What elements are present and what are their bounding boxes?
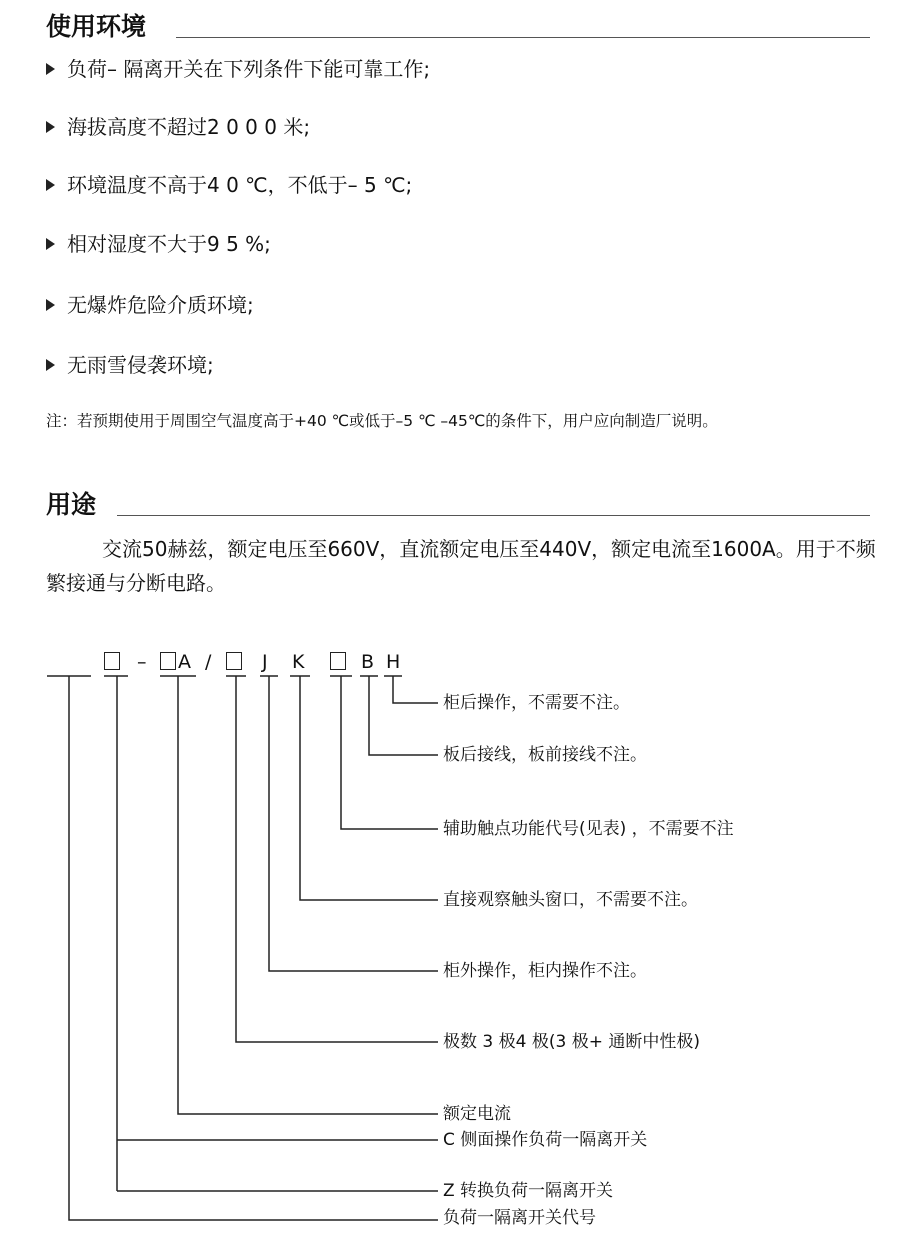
code-desc-h: 柜后操作，不需要不注。 <box>443 693 630 713</box>
code-desc-current: 额定电流 <box>443 1104 511 1124</box>
code-letter-a: A <box>178 651 191 673</box>
code-desc-k: 直接观察触头窗口，不需要不注。 <box>443 890 698 910</box>
condition-text: 无雨雪侵袭环境; <box>67 353 214 377</box>
condition-text: 无爆炸危险介质环境; <box>67 293 254 317</box>
condition-text: 相对湿度不大于9 5 %; <box>67 232 271 256</box>
code-letter-j: J <box>262 651 268 673</box>
code-letter-b: B <box>361 651 375 673</box>
condition-text: 海拔高度不超过2 0 0 0 米; <box>67 115 311 139</box>
code-letter-k: K <box>292 651 305 673</box>
code-placeholder-box <box>330 652 346 670</box>
condition-text: 环境温度不高于4 0 ℃，不低于– 5 ℃; <box>67 173 413 197</box>
code-dash: – <box>137 651 147 673</box>
code-slash: / <box>205 651 212 673</box>
code-desc-base: 负荷一隔离开关代号 <box>443 1208 596 1228</box>
usage-section-title: 用途 <box>46 490 97 519</box>
code-placeholder-box <box>226 652 242 670</box>
usage-paragraph: 交流50赫兹，额定电压至660V，直流额定电压至440V，额定电流至1600A。用于不频繁接通与分断电路。 <box>46 537 876 595</box>
code-desc-j: 柜外操作，柜内操作不注。 <box>443 961 647 981</box>
code-placeholder-box <box>104 652 120 670</box>
env-note: 注：若预期使用于周围空气温度高于+40 ℃或低于–5 ℃ –45℃的条件下，用户应向制造厂说明。 <box>46 412 718 430</box>
code-desc-z: Z 转换负荷一隔离开关 <box>443 1181 614 1201</box>
code-desc-b: 板后接线，板前接线不注。 <box>443 745 647 765</box>
condition-text: 负荷– 隔离开关在下列条件下能可靠工作; <box>67 57 431 81</box>
code-letter-h: H <box>386 651 401 673</box>
code-placeholder-box <box>160 652 176 670</box>
code-desc-c: C 侧面操作负荷一隔离开关 <box>443 1130 648 1150</box>
code-desc-aux: 辅助触点功能代号(见表) ，不需要不注 <box>443 819 734 839</box>
code-desc-poles: 极数 3 极4 极(3 极+ 通断中性极) <box>443 1032 700 1052</box>
env-section-title: 使用环境 <box>46 12 147 41</box>
